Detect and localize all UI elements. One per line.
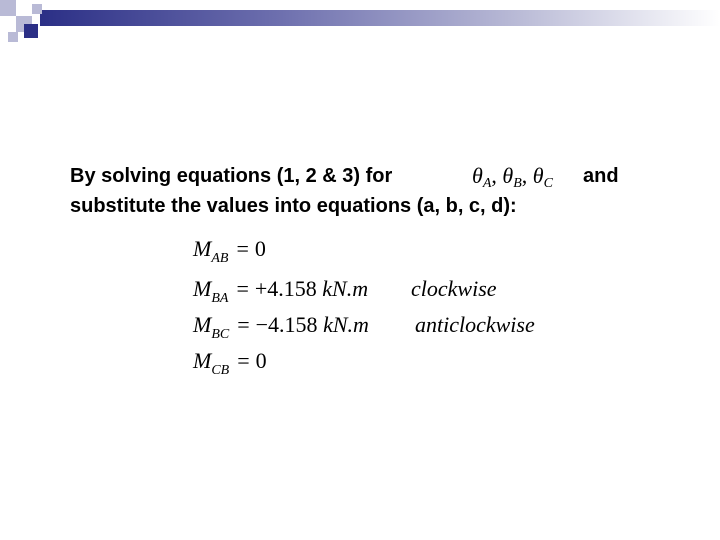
deco-square-5: [24, 24, 38, 38]
equation-m-ba: $M_{BA} = +4.158$ kN.m clockwise: [193, 276, 497, 306]
deco-square-6: [8, 32, 18, 42]
intro-line-2: substitute the values into equations (a, b, c, d):: [70, 195, 517, 217]
theta-a: $\theta_A$: [472, 163, 492, 191]
slide-header-decoration: [0, 0, 720, 50]
theta-c: $\theta_C$: [532, 163, 553, 191]
deco-square-7: [32, 4, 42, 14]
deco-square-1: [0, 0, 16, 16]
equation-m-ab: $M_{AB} = 0$: [193, 236, 266, 266]
theta-variables: $\theta_A$, $\theta_B$, $\theta_C$: [472, 163, 553, 191]
intro-line-1: By solving equations (1, 2 & 3) for: [70, 165, 393, 187]
equation-m-cb: $M_{CB} = 0$: [193, 348, 267, 378]
and-word: and: [583, 165, 619, 187]
direction-clockwise: clockwise: [411, 276, 497, 301]
theta-b: $\theta_B$: [502, 163, 522, 191]
deco-square-2: [16, 0, 32, 16]
header-gradient-bar: [40, 10, 720, 26]
direction-anticlockwise: anticlockwise: [415, 312, 535, 337]
deco-square-3: [0, 16, 16, 32]
equation-m-bc: $M_{BC} = -4.158$ kN.m anticlockwise: [193, 312, 535, 342]
